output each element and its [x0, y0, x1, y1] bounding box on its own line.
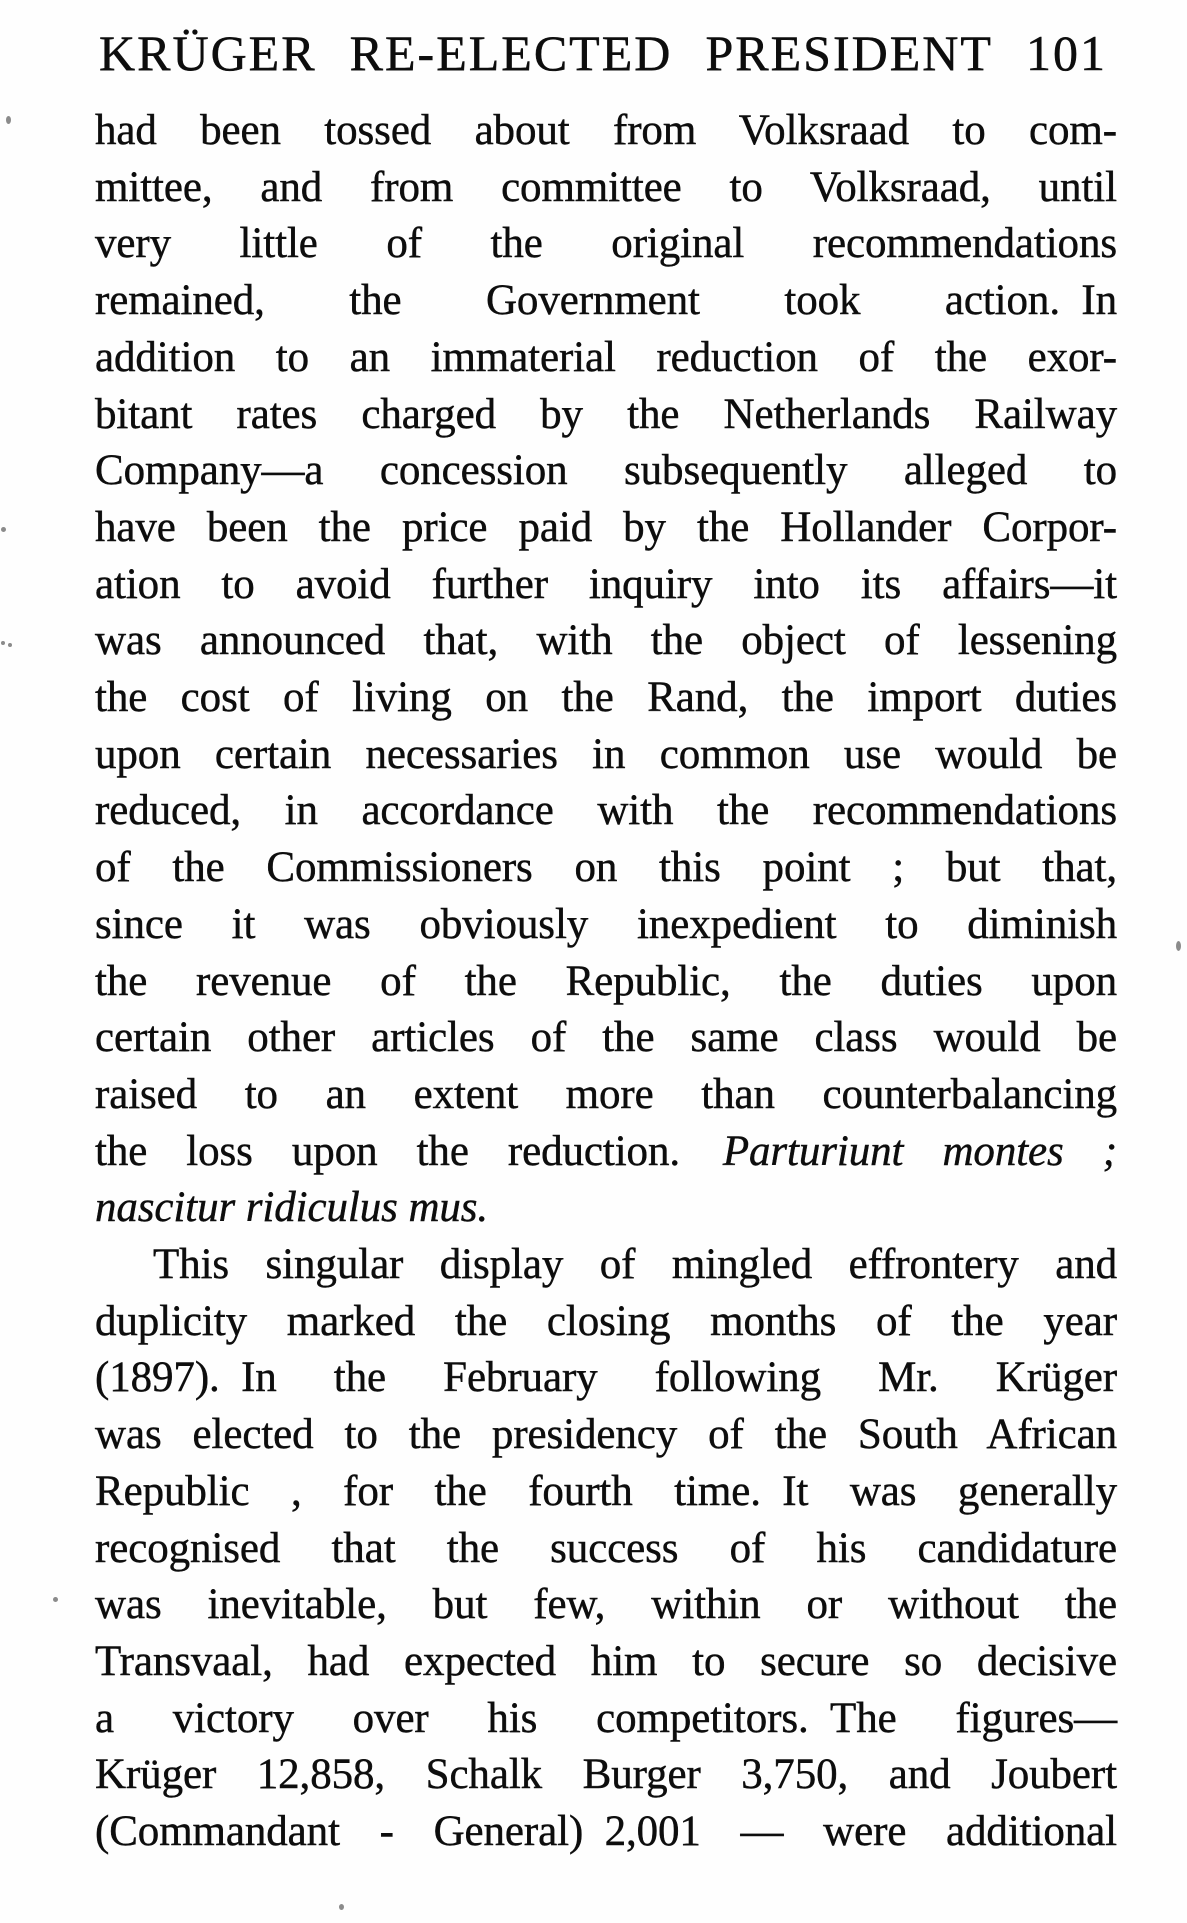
text-run: remained, the Government took action. In [95, 277, 1117, 325]
text-run: reduced, in accordance with the recommendations [95, 787, 1117, 835]
text-line [95, 613, 1117, 670]
text-run: raised to an extent more than counterbalancing [95, 1070, 1117, 1118]
text-line [95, 273, 1117, 330]
text-run: very little of the original recommendations [95, 220, 1117, 268]
text-line [95, 387, 1117, 444]
text-line [95, 1407, 1117, 1464]
page-number: 101 [1026, 25, 1107, 81]
italic-text-run: nascitur ridiculus mus. [95, 1184, 489, 1232]
text-line [95, 1747, 1117, 1804]
text-line [95, 783, 1117, 840]
text-run: since it was obviously inexpedient to diminish [95, 900, 1117, 948]
text-line [95, 557, 1117, 614]
text-run: was inevitable, but few, within or without the [95, 1581, 1117, 1629]
text-line [95, 954, 1117, 1011]
text-line [95, 1634, 1117, 1691]
text-line [95, 1124, 1117, 1181]
text-line [95, 330, 1117, 387]
scan-artifact [1, 527, 6, 532]
text-run: of the Commissioners on this point ; but that, [95, 844, 1117, 892]
page-text [95, 103, 1117, 1861]
text-line [95, 727, 1117, 784]
header-title-word: KRÜGER [99, 25, 317, 81]
text-run: Krüger 12,858, Schalk Burger 3,750, and Joubert [95, 1751, 1117, 1799]
text-run: was elected to the presidency of the South African [95, 1411, 1117, 1459]
text-run: recognised that the success of his candidature [95, 1524, 1117, 1572]
text-line [95, 160, 1117, 217]
running-header [99, 24, 1107, 82]
text-line [95, 1464, 1117, 1521]
text-run: the loss upon the reduction. [95, 1127, 723, 1175]
scan-artifact [339, 1904, 344, 1910]
text-run: duplicity marked the closing months of the year [95, 1297, 1117, 1345]
scan-artifact [53, 1597, 58, 1602]
text-line [95, 216, 1117, 273]
text-line [95, 103, 1117, 160]
text-line [95, 670, 1117, 727]
text-run: a victory over his competitors. The figures— [95, 1694, 1117, 1742]
text-run: Company—a concession subsequently alleged to [95, 447, 1117, 495]
scan-artifact [1, 641, 5, 645]
text-run: the revenue of the Republic, the duties upon [95, 957, 1117, 1005]
text-run: mittee, and from committee to Volksraad, until [95, 163, 1117, 211]
text-line [95, 1521, 1117, 1578]
text-line [95, 1294, 1117, 1351]
text-run: Transvaal, had expected him to secure so decisive [95, 1637, 1117, 1685]
text-run: was announced that, with the object of lessening [95, 617, 1117, 665]
text-line [95, 1577, 1117, 1634]
text-run: This singular display of mingled effrontery and [153, 1241, 1117, 1289]
text-line [95, 500, 1117, 557]
text-run: (Commandant - General) 2,001 — were additional [95, 1808, 1117, 1856]
text-line [95, 1180, 1117, 1237]
text-run: (1897). In the February following Mr. Krüger [95, 1354, 1117, 1402]
text-line [95, 1010, 1117, 1067]
text-run: the cost of living on the Rand, the import duties [95, 674, 1117, 722]
text-line [95, 840, 1117, 897]
text-run: have been the price paid by the Hollander Corpor- [95, 503, 1117, 551]
text-line [95, 1691, 1117, 1748]
text-line [95, 443, 1117, 500]
text-run: Republic , for the fourth time. It was generally [95, 1467, 1117, 1515]
text-run: certain other articles of the same class would be [95, 1014, 1117, 1062]
scan-artifact [6, 116, 11, 124]
scan-artifact [1176, 941, 1181, 951]
text-run: had been tossed about from Volksraad to com- [95, 107, 1117, 154]
text-line [95, 1067, 1117, 1124]
text-run: upon certain necessaries in common use would be [95, 730, 1117, 778]
text-line [95, 1350, 1117, 1407]
text-line [95, 897, 1117, 954]
text-run: addition to an immaterial reduction of the exor- [95, 333, 1117, 381]
header-title-word: RE-ELECTED [349, 25, 673, 81]
scan-artifact [8, 643, 12, 647]
text-run: ation to avoid further inquiry into its affairs—it [95, 560, 1117, 608]
text-line [95, 1804, 1117, 1861]
text-run: bitant rates charged by the Netherlands Railway [95, 390, 1117, 438]
header-title-word: PRESIDENT [705, 25, 993, 81]
italic-text-run: Parturiunt montes ; [722, 1127, 1117, 1175]
text-line [95, 1237, 1117, 1294]
